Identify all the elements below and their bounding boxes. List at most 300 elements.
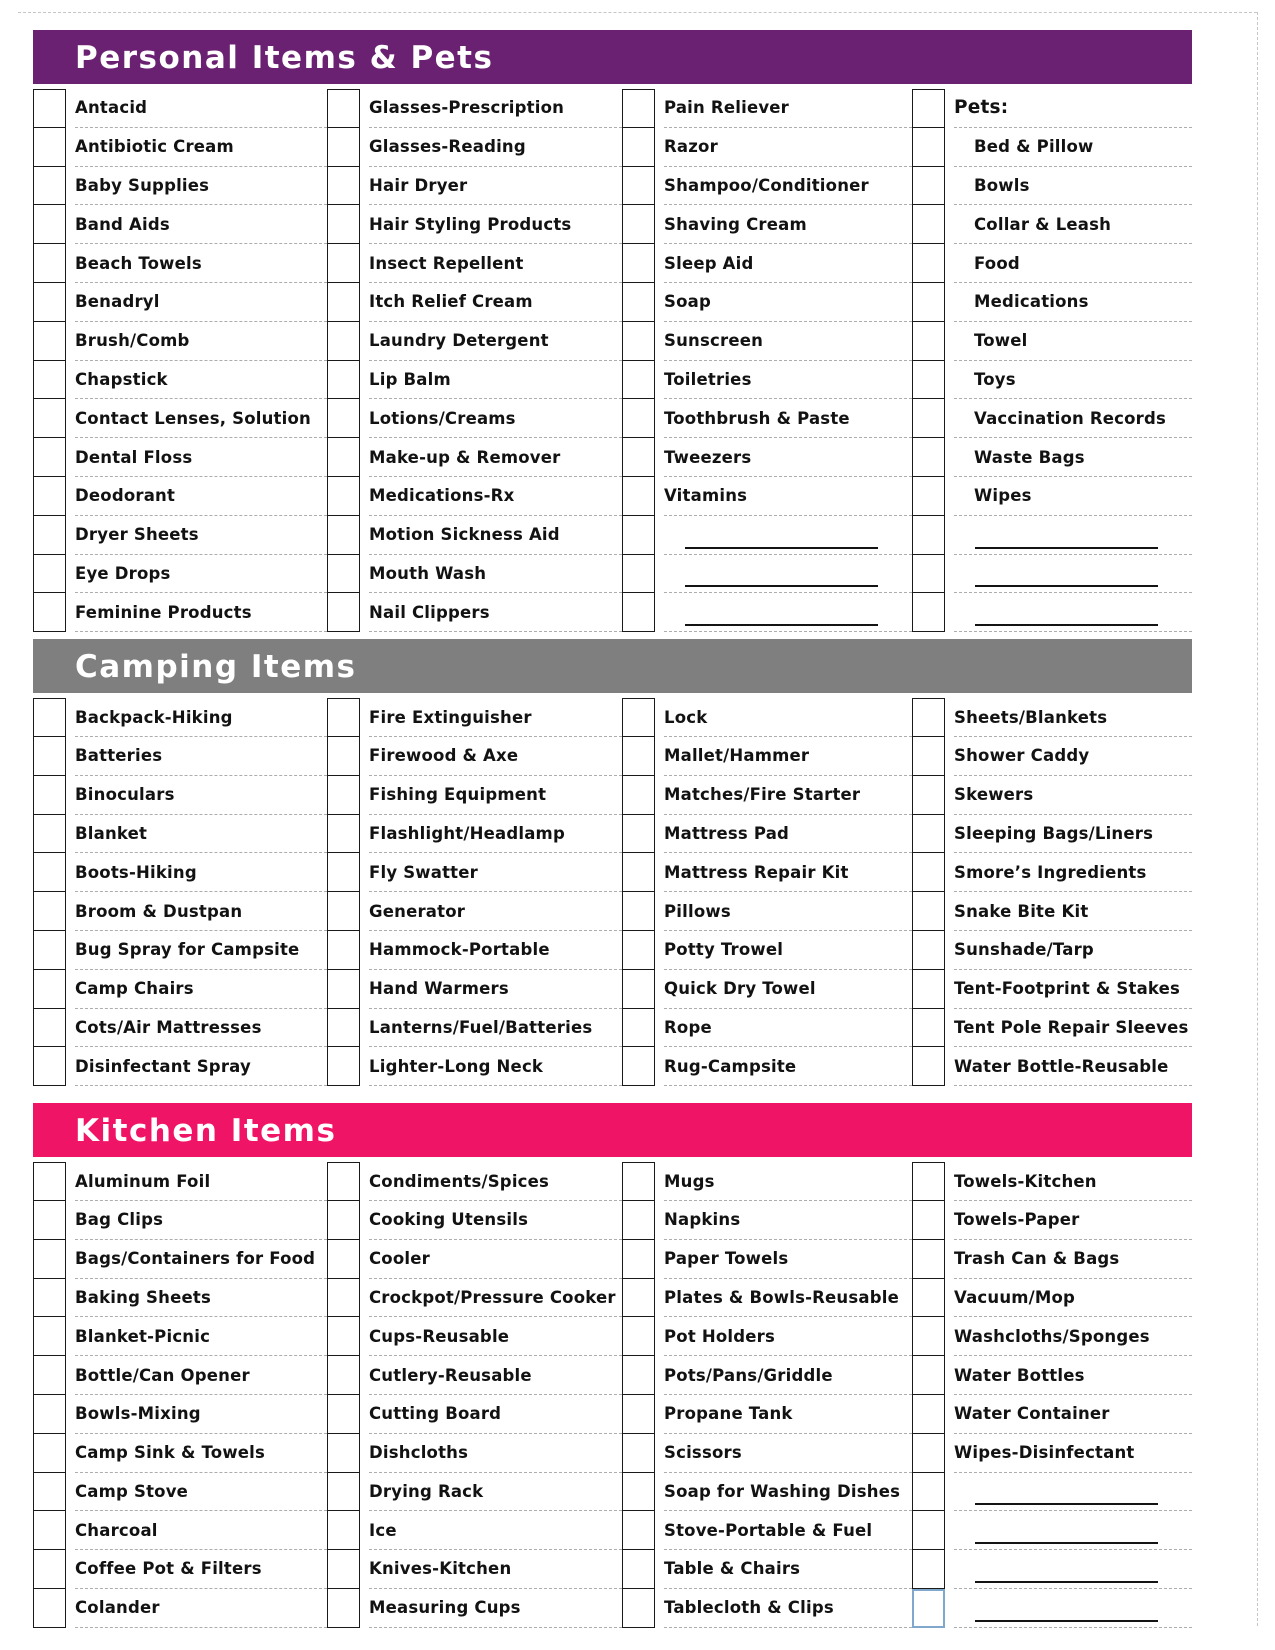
checklist-row [327,1434,622,1473]
item-label: Blanket-Picnic [75,1317,327,1356]
item-checkbox[interactable] [327,1434,360,1473]
item-checkbox[interactable] [327,1550,360,1589]
item-checkbox[interactable] [912,477,945,516]
blank-label [954,516,1192,555]
item-checkbox[interactable] [622,438,655,477]
item-checkbox[interactable] [33,853,66,892]
item-checkbox[interactable] [327,1047,360,1086]
section-camping-items [33,639,1192,1086]
item-checkbox[interactable] [327,1201,360,1240]
checklist-row [912,1201,1192,1240]
item-checkbox[interactable] [622,1473,655,1512]
item-checkbox[interactable] [912,89,945,128]
checklist-row [33,128,327,167]
item-label: Drying Rack [369,1473,622,1512]
item-checkbox[interactable] [622,698,655,737]
item-checkbox[interactable] [33,737,66,776]
item-checkbox[interactable] [33,815,66,854]
checklist-row [912,1434,1192,1473]
write-in-line[interactable] [975,547,1158,549]
checklist-row [327,167,622,206]
checklist-row [912,1473,1192,1512]
item-checkbox[interactable] [33,361,66,400]
item-label: Medications [954,283,1192,322]
checklist-row [912,322,1192,361]
item-label: Water Container [954,1395,1192,1434]
item-label: Cutting Board [369,1395,622,1434]
item-checkbox[interactable] [327,516,360,555]
item-checkbox[interactable] [912,931,945,970]
write-in-line[interactable] [685,547,878,549]
checklist-row [912,737,1192,776]
item-label: Crockpot/Pressure Cooker [369,1279,622,1318]
item-checkbox[interactable] [912,853,945,892]
item-checkbox[interactable] [327,698,360,737]
checklist-row [912,244,1192,283]
item-checkbox[interactable] [912,1317,945,1356]
item-label: Baking Sheets [75,1279,327,1318]
item-checkbox[interactable] [33,1356,66,1395]
item-checkbox[interactable] [622,244,655,283]
checklist-row [327,1356,622,1395]
section-columns [33,1162,1192,1628]
checklist-row [912,815,1192,854]
item-label: Toys [954,361,1192,400]
checklist-row [622,244,912,283]
item-checkbox[interactable] [33,931,66,970]
item-checkbox[interactable] [912,1009,945,1048]
item-checkbox[interactable] [622,1589,655,1628]
write-in-line[interactable] [975,624,1158,626]
item-checkbox[interactable] [912,1550,945,1589]
checklist-row [622,516,912,555]
item-checkbox[interactable] [622,555,655,594]
item-label: Lip Balm [369,361,622,400]
checklist-row [327,516,622,555]
checklist-row [33,853,327,892]
item-checkbox[interactable] [327,815,360,854]
checklist-row [33,555,327,594]
item-checkbox[interactable] [327,737,360,776]
checklist-row [327,1317,622,1356]
checklist-row [622,322,912,361]
item-checkbox[interactable] [912,438,945,477]
item-label: Mouth Wash [369,555,622,594]
checklist-row [33,1201,327,1240]
write-in-line[interactable] [975,585,1158,587]
item-checkbox[interactable] [622,1511,655,1550]
checklist-row [33,1550,327,1589]
checklist-row [912,776,1192,815]
item-checkbox[interactable] [33,1434,66,1473]
column-2 [327,1162,622,1628]
item-checkbox[interactable] [622,89,655,128]
checklist-row [912,128,1192,167]
item-checkbox[interactable] [33,1589,66,1628]
item-label: Pillows [664,892,912,931]
item-checkbox[interactable] [912,1356,945,1395]
blank-label [954,1473,1192,1512]
checklist-row [622,970,912,1009]
item-label: Camp Sink & Towels [75,1434,327,1473]
item-checkbox[interactable] [327,1511,360,1550]
item-checkbox[interactable] [327,438,360,477]
item-checkbox[interactable] [327,931,360,970]
checklist-row [912,283,1192,322]
item-label: Knives-Kitchen [369,1550,622,1589]
item-checkbox[interactable] [912,167,945,206]
item-checkbox[interactable] [622,167,655,206]
item-label: Dryer Sheets [75,516,327,555]
item-checkbox[interactable] [622,128,655,167]
item-label: Shower Caddy [954,737,1192,776]
item-checkbox[interactable] [327,283,360,322]
item-checkbox[interactable] [327,205,360,244]
item-label: Toiletries [664,361,912,400]
checklist-row [912,89,1192,128]
item-checkbox[interactable] [622,931,655,970]
item-checkbox[interactable] [912,1047,945,1086]
write-in-line[interactable] [975,1581,1158,1583]
item-checkbox[interactable] [912,283,945,322]
item-label: Mallet/Hammer [664,737,912,776]
section-columns [33,698,1192,1086]
item-checkbox[interactable] [327,361,360,400]
item-checkbox[interactable] [912,1201,945,1240]
item-checkbox[interactable] [622,1434,655,1473]
item-checkbox[interactable] [327,1240,360,1279]
item-label: Table & Chairs [664,1550,912,1589]
item-checkbox[interactable] [327,1009,360,1048]
checklist-row [33,283,327,322]
item-label: Soap [664,283,912,322]
item-checkbox[interactable] [622,1395,655,1434]
item-checkbox[interactable] [912,1162,945,1201]
item-checkbox[interactable] [622,1317,655,1356]
column-3 [622,1162,912,1628]
item-checkbox[interactable] [912,698,945,737]
item-checkbox[interactable] [33,205,66,244]
checklist-row [327,698,622,737]
item-checkbox[interactable] [622,205,655,244]
item-checkbox[interactable] [622,477,655,516]
item-checkbox[interactable] [33,1162,66,1201]
checklist-row [33,970,327,1009]
item-checkbox[interactable] [912,737,945,776]
item-label: Aluminum Foil [75,1162,327,1201]
item-label: Glasses-Reading [369,128,622,167]
item-label: Binoculars [75,776,327,815]
item-label: Tablecloth & Clips [664,1589,912,1628]
item-checkbox-selected[interactable] [912,1589,945,1628]
item-checkbox[interactable] [327,1162,360,1201]
item-checkbox[interactable] [912,815,945,854]
checklist-row [33,593,327,632]
item-label: Lanterns/Fuel/Batteries [369,1009,622,1048]
item-label: Bag Clips [75,1201,327,1240]
item-label: Scissors [664,1434,912,1473]
item-checkbox[interactable] [327,970,360,1009]
column-4 [912,1162,1192,1628]
checklist-row [912,1356,1192,1395]
item-checkbox[interactable] [912,593,945,632]
item-checkbox[interactable] [622,853,655,892]
item-label: Fly Swatter [369,853,622,892]
item-checkbox[interactable] [912,555,945,594]
item-checkbox[interactable] [33,1550,66,1589]
item-checkbox[interactable] [33,1279,66,1318]
item-label: Bowls [954,167,1192,206]
item-label: Beach Towels [75,244,327,283]
item-checkbox[interactable] [33,322,66,361]
item-label: Water Bottles [954,1356,1192,1395]
item-checkbox[interactable] [33,1511,66,1550]
checklist-row [912,555,1192,594]
item-checkbox[interactable] [33,244,66,283]
checklist-row [33,1240,327,1279]
item-label: Band Aids [75,205,327,244]
item-checkbox[interactable] [622,283,655,322]
column-1 [33,698,327,1086]
item-checkbox[interactable] [622,1047,655,1086]
item-checkbox[interactable] [622,593,655,632]
item-label: Antibiotic Cream [75,128,327,167]
item-label: Lotions/Creams [369,399,622,438]
item-checkbox[interactable] [622,815,655,854]
item-checkbox[interactable] [33,128,66,167]
item-checkbox[interactable] [327,89,360,128]
checklist-row [622,1047,912,1086]
item-checkbox[interactable] [33,698,66,737]
item-checkbox[interactable] [33,1047,66,1086]
checklist-row [33,1009,327,1048]
checklist-row [327,1201,622,1240]
checklist-row [33,244,327,283]
item-checkbox[interactable] [622,516,655,555]
item-checkbox[interactable] [327,128,360,167]
item-label: Pot Holders [664,1317,912,1356]
item-label: Wipes-Disinfectant [954,1434,1192,1473]
checklist-row [327,892,622,931]
item-checkbox[interactable] [327,1395,360,1434]
column-1 [33,89,327,632]
item-label: Camp Stove [75,1473,327,1512]
checklist-row [33,322,327,361]
item-checkbox[interactable] [912,1434,945,1473]
item-label: Napkins [664,1201,912,1240]
item-checkbox[interactable] [622,1162,655,1201]
item-checkbox[interactable] [327,555,360,594]
item-label: Tent-Footprint & Stakes [954,970,1192,1009]
checklist-row [622,128,912,167]
item-label: Coffee Pot & Filters [75,1550,327,1589]
item-checkbox[interactable] [912,205,945,244]
item-label: Soap for Washing Dishes [664,1473,912,1512]
item-checkbox[interactable] [33,477,66,516]
checklist-row [622,399,912,438]
item-checkbox[interactable] [622,399,655,438]
item-checkbox[interactable] [912,128,945,167]
item-checkbox[interactable] [33,776,66,815]
checklist-row [912,931,1192,970]
item-checkbox[interactable] [33,1201,66,1240]
item-label: Blanket [75,815,327,854]
item-checkbox[interactable] [912,970,945,1009]
item-checkbox[interactable] [622,1279,655,1318]
item-label: Ice [369,1511,622,1550]
checklist-row [33,167,327,206]
item-label: Flashlight/Headlamp [369,815,622,854]
item-checkbox[interactable] [912,322,945,361]
item-checkbox[interactable] [912,1240,945,1279]
item-label: Hair Styling Products [369,205,622,244]
item-checkbox[interactable] [912,776,945,815]
item-checkbox[interactable] [33,555,66,594]
page-break-dash-right [1257,12,1258,1626]
item-checkbox[interactable] [327,167,360,206]
checklist-row [33,931,327,970]
checklist-row [912,593,1192,632]
checklist-row [912,516,1192,555]
item-label: Towels-Paper [954,1201,1192,1240]
item-checkbox[interactable] [327,1317,360,1356]
checklist-row [622,593,912,632]
checklist-row [912,167,1192,206]
item-label: Dishcloths [369,1434,622,1473]
checklist-row [622,931,912,970]
item-checkbox[interactable] [622,970,655,1009]
item-checkbox[interactable] [33,1395,66,1434]
write-in-line[interactable] [975,1620,1158,1622]
checklist-row [327,283,622,322]
item-checkbox[interactable] [327,593,360,632]
item-label: Hand Warmers [369,970,622,1009]
write-in-line[interactable] [685,585,878,587]
item-checkbox[interactable] [327,776,360,815]
item-label: Collar & Leash [954,205,1192,244]
item-label: Trash Can & Bags [954,1240,1192,1279]
item-label: Stove-Portable & Fuel [664,1511,912,1550]
item-checkbox[interactable] [622,1550,655,1589]
item-checkbox[interactable] [33,399,66,438]
item-checkbox[interactable] [327,1473,360,1512]
item-checkbox[interactable] [327,853,360,892]
item-checkbox[interactable] [912,399,945,438]
item-checkbox[interactable] [33,438,66,477]
item-checkbox[interactable] [327,322,360,361]
item-checkbox[interactable] [622,737,655,776]
checklist-row [327,322,622,361]
checklist-row [622,361,912,400]
item-checkbox[interactable] [327,399,360,438]
item-label: Bags/Containers for Food [75,1240,327,1279]
checklist-row [327,1279,622,1318]
item-checkbox[interactable] [33,89,66,128]
item-checkbox[interactable] [622,1201,655,1240]
item-label: Bowls-Mixing [75,1395,327,1434]
item-label: Measuring Cups [369,1589,622,1628]
item-checkbox[interactable] [622,1009,655,1048]
item-checkbox[interactable] [33,593,66,632]
item-checkbox[interactable] [33,516,66,555]
item-checkbox[interactable] [912,1279,945,1318]
item-checkbox[interactable] [912,1511,945,1550]
item-checkbox[interactable] [912,1473,945,1512]
item-checkbox[interactable] [912,516,945,555]
checklist-row [327,1240,622,1279]
checklist-row [327,593,622,632]
item-checkbox[interactable] [622,892,655,931]
item-label: Cots/Air Mattresses [75,1009,327,1048]
item-label: Cutlery-Reusable [369,1356,622,1395]
item-checkbox[interactable] [33,1009,66,1048]
item-label: Deodorant [75,477,327,516]
checklist-row [327,205,622,244]
item-checkbox[interactable] [912,361,945,400]
item-label: Toothbrush & Paste [664,399,912,438]
item-checkbox[interactable] [33,970,66,1009]
item-checkbox[interactable] [33,1317,66,1356]
checklist-row [327,555,622,594]
item-checkbox[interactable] [327,477,360,516]
write-in-line[interactable] [975,1503,1158,1505]
item-checkbox[interactable] [33,892,66,931]
checklist-row [33,1473,327,1512]
item-label: Rug-Campsite [664,1047,912,1086]
checklist-row [33,737,327,776]
item-checkbox[interactable] [912,892,945,931]
item-checkbox[interactable] [622,776,655,815]
item-checkbox[interactable] [327,244,360,283]
item-checkbox[interactable] [912,244,945,283]
item-label: Shaving Cream [664,205,912,244]
checklist-row [327,361,622,400]
write-in-line[interactable] [975,1542,1158,1544]
item-label: Chapstick [75,361,327,400]
item-label: Batteries [75,737,327,776]
item-checkbox[interactable] [33,167,66,206]
item-label: Water Bottle-Reusable [954,1047,1192,1086]
item-label: Vaccination Records [954,399,1192,438]
section-header-kitchen-items: Kitchen Items [33,1103,1192,1157]
item-checkbox[interactable] [33,1240,66,1279]
item-label: Cooler [369,1240,622,1279]
write-in-line[interactable] [685,624,878,626]
item-label: Towel [954,322,1192,361]
item-checkbox[interactable] [622,361,655,400]
item-checkbox[interactable] [327,1279,360,1318]
item-label: Generator [369,892,622,931]
checklist-row [33,1356,327,1395]
item-checkbox[interactable] [327,1589,360,1628]
checklist-row [622,167,912,206]
checklist-row [622,853,912,892]
item-checkbox[interactable] [33,283,66,322]
section-kitchen-items [33,1103,1192,1628]
checklist-row [327,1009,622,1048]
item-checkbox[interactable] [622,1240,655,1279]
item-checkbox[interactable] [622,322,655,361]
item-checkbox[interactable] [327,892,360,931]
item-checkbox[interactable] [622,1356,655,1395]
item-checkbox[interactable] [327,1356,360,1395]
item-label: Laundry Detergent [369,322,622,361]
item-label: Benadryl [75,283,327,322]
item-checkbox[interactable] [912,1395,945,1434]
checklist-row [622,776,912,815]
checklist-row [622,438,912,477]
item-checkbox[interactable] [33,1473,66,1512]
